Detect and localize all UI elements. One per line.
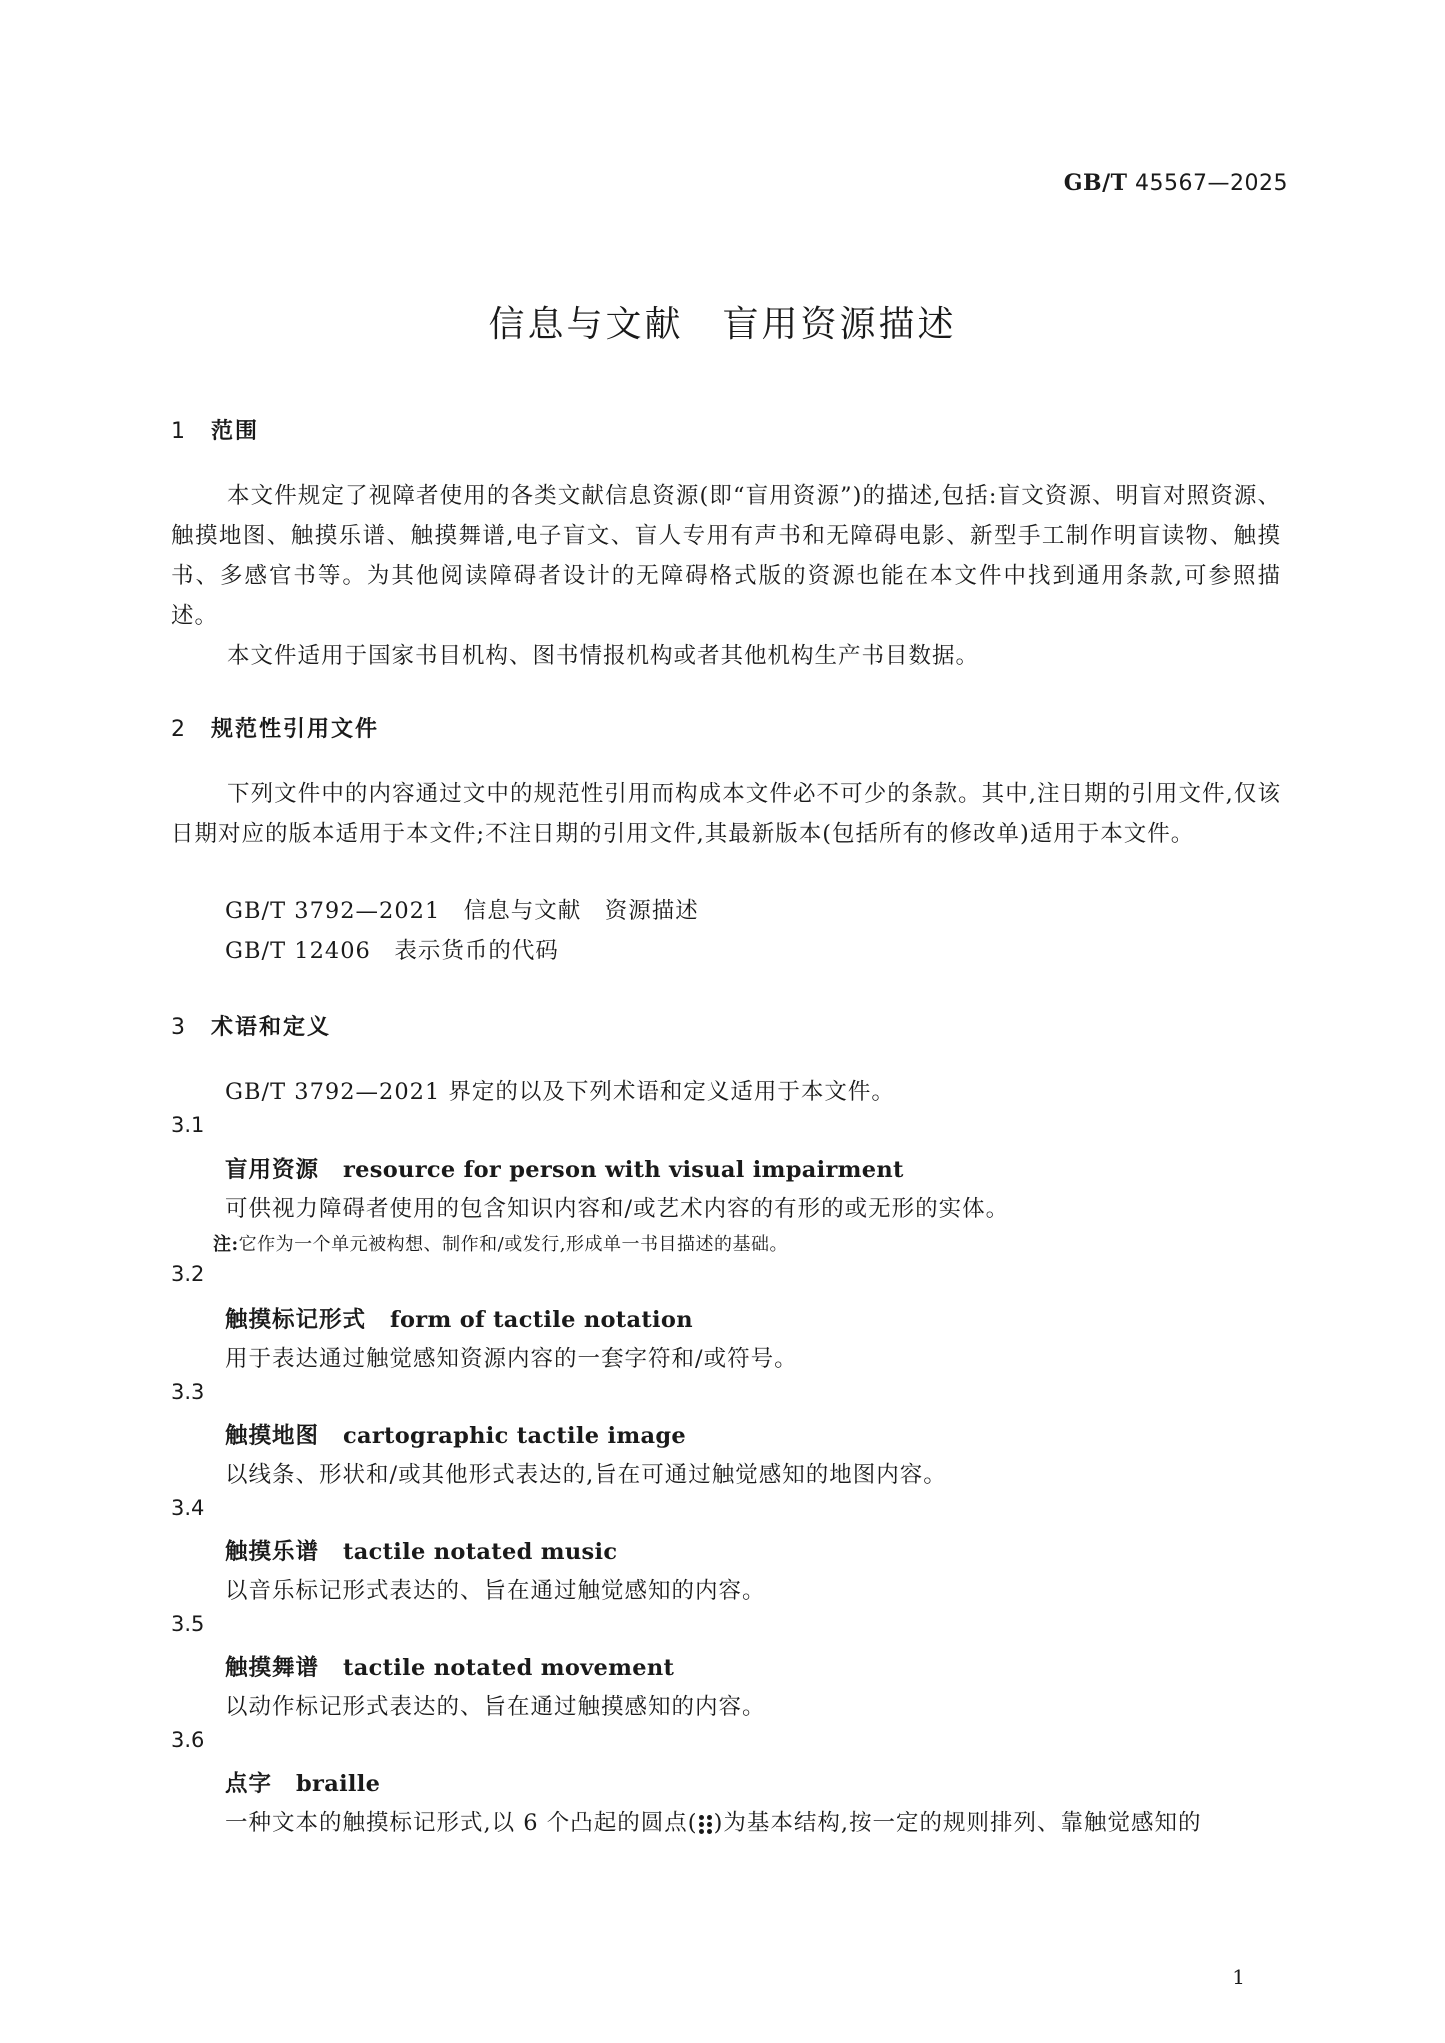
term-en: tactile notated music [343,1539,618,1565]
term-definition: 以音乐标记形式表达的、旨在通过触觉感知的内容。 [225,1578,766,1604]
section-title: 范围 [211,419,260,444]
standard-prefix: GB/T [1063,170,1128,196]
clause-number: 3.6 [171,1728,205,1752]
reference-item-1: GB/T 3792—2021 信息与文献 资源描述 [225,898,699,924]
term-heading [225,1650,674,1682]
definition-text-after: )为基本结构,按一定的规则排列、靠触觉感知的 [713,1810,1202,1836]
scope-paragraph-2: 本文件适用于国家书目机构、图书情报机构或者其他机构生产书目数据。 [227,643,980,669]
term-zh: 盲用资源 [225,1157,320,1183]
term-zh: 触摸舞谱 [225,1655,320,1681]
term-en: resource for person with visual impairment [343,1157,904,1183]
term-heading [225,1766,380,1798]
term-en: braille [296,1771,381,1797]
term-en: cartographic tactile image [343,1423,686,1449]
term-en: tactile notated movement [343,1655,675,1681]
clause-number: 3.1 [171,1113,205,1137]
braille-cell-icon [699,1813,713,1835]
references-paragraph: 下列文件中的内容通过文中的规范性引用而构成本文件必不可少的条款。其中,注日期的引用文件,仅该日期对应的版本适用于本文件;不注日期的引用文件,其最新版本(包括所有的修改单)适用于本文件。 [171,781,1281,847]
clause-number: 3.2 [171,1262,205,1286]
note-text: 它作为一个单元被构想、制作和/或发行,形成单一书目描述的基础。 [238,1234,788,1255]
term-zh: 触摸地图 [225,1423,320,1449]
term-heading [225,1302,693,1334]
term-heading [225,1152,904,1184]
standard-code [1064,170,1288,196]
section-3-heading [171,1010,331,1041]
note-label: 注: [213,1234,239,1255]
scope-paragraph-1: 本文件规定了视障者使用的各类文献信息资源(即“盲用资源”)的描述,包括:盲文资源、明盲对照资源、触摸地图、触摸乐谱、触摸舞谱,电子盲文、盲人专用有声书和无障碍电影、新型手工制作明盲读物、触摸书、多感官书等。为其他阅读障碍者设计的无障碍格式版的资源也能在本文件中找到通用条款,可参照描述。 [171,483,1281,629]
clause-number: 3.4 [171,1496,205,1520]
section-title: 术语和定义 [211,1015,332,1040]
term-zh: 触摸标记形式 [225,1307,367,1333]
term-definition: 可供视力障碍者使用的包含知识内容和/或艺术内容的有形的或无形的实体。 [225,1196,1010,1222]
terms-intro: GB/T 3792—2021 界定的以及下列术语和定义适用于本文件。 [225,1079,895,1105]
term-heading [225,1534,617,1566]
term-zh: 点字 [225,1771,273,1797]
document-title: 信息与文献 盲用资源描述 [488,304,957,345]
definition-text-before: 一种文本的触摸标记形式,以 6 个凸起的圆点( [225,1810,698,1836]
section-number: 1 [171,419,187,444]
term-definition: 以动作标记形式表达的、旨在通过触摸感知的内容。 [225,1694,766,1720]
section-number: 3 [171,1015,187,1040]
section-number: 2 [171,717,187,742]
term-heading [225,1418,686,1450]
clause-number: 3.5 [171,1612,205,1636]
term-en: form of tactile notation [390,1307,693,1333]
section-1-heading [171,414,259,445]
clause-number: 3.3 [171,1380,205,1404]
term-definition [225,1805,1202,1837]
term-definition: 用于表达通过触觉感知资源内容的一套字符和/或符号。 [225,1346,798,1372]
term-note [213,1230,788,1256]
term-zh: 触摸乐谱 [225,1539,320,1565]
reference-item-2: GB/T 12406 表示货币的代码 [225,938,559,964]
page-number: 1 [1232,1965,1245,1989]
term-definition: 以线条、形状和/或其他形式表达的,旨在可通过触觉感知的地图内容。 [225,1462,947,1488]
section-title: 规范性引用文件 [211,717,380,742]
section-2-heading [171,712,379,743]
standard-number: 45567—2025 [1135,171,1288,196]
